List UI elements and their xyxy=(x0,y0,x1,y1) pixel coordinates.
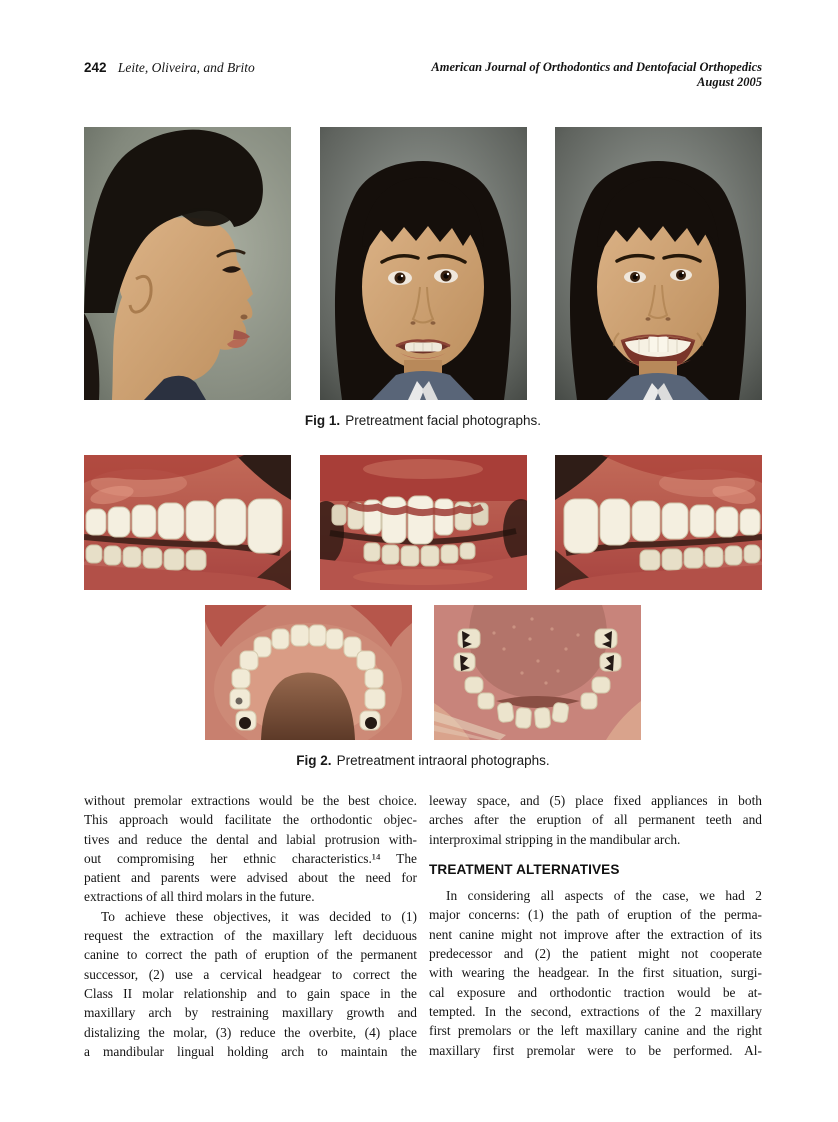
right-column-top xyxy=(429,791,762,849)
figure2-caption-label: Fig 2. xyxy=(296,753,332,768)
figure2-caption-text: Pretreatment intraoral photographs. xyxy=(336,753,550,768)
text-line: out compromising her ethnic characteristics.¹⁴ The xyxy=(84,850,417,866)
text-line: Class II molar relationship and to gain space in the xyxy=(84,985,417,1001)
fig2-photo-right-lateral xyxy=(84,455,291,590)
text-line: tives and reduce the dental and labial protrusion with- xyxy=(84,831,417,847)
fig1-photo-smiling xyxy=(555,127,762,400)
text-line: To achieve these objectives, it was decided to (1) xyxy=(101,908,417,924)
figure-2-top-row xyxy=(84,455,762,590)
fig1-photo-frontal xyxy=(320,127,527,400)
figure2-caption xyxy=(84,753,762,768)
text-line: canine to correct the path of eruption of the permanent xyxy=(84,947,417,963)
running-authors: Leite, Oliveira, and Brito xyxy=(117,60,255,75)
page-header xyxy=(84,60,762,90)
text-line: cal exposure and orthodontic traction would be at- xyxy=(429,984,762,1000)
journal-issue-date: August 2005 xyxy=(697,75,762,89)
right-column xyxy=(429,791,762,1061)
fig2-photo-maxillary-occlusal xyxy=(205,605,412,740)
text-line: a mandibular lingual holding arch to maintain the xyxy=(84,1043,417,1059)
text-line: maxillary arch by restraining maxillary growth and xyxy=(84,1005,417,1021)
text-line: predecessor and (2) the patient might not cooperate xyxy=(429,946,762,962)
journal-title: American Journal of Orthodontics and Dentofacial Orthopedics xyxy=(431,60,762,74)
page-number: 242 xyxy=(84,60,107,75)
fig2-photo-frontal-occlusion xyxy=(320,455,527,590)
text-line: first premolars or the left maxillary canine and the right xyxy=(429,1023,762,1039)
text-line: maxillary first premolar were to be performed. Al- xyxy=(429,1042,762,1058)
figure-1 xyxy=(84,127,762,400)
text-line: successor, (2) use a cervical headgear to correct the xyxy=(84,966,417,982)
text-line: request the extraction of the maxillary left deciduous xyxy=(84,928,417,944)
text-line: In considering all aspects of the case, we had 2 xyxy=(446,888,762,904)
left-column xyxy=(84,791,417,1061)
running-head-left xyxy=(84,60,255,76)
fig2-photo-mandibular-occlusal xyxy=(434,605,641,740)
text-line: arches after the eruption of all permanent teeth and xyxy=(429,812,762,828)
section-heading: TREATMENT ALTERNATIVES xyxy=(429,861,620,877)
figure1-caption-label: Fig 1. xyxy=(304,413,341,428)
text-line: leeway space, and (5) place fixed appliances in both xyxy=(429,793,762,808)
text-line: with wearing the headgear. In the first situation, surgi- xyxy=(429,965,762,981)
figure1-caption-text: Pretreatment facial photographs. xyxy=(345,413,542,428)
fig2-photo-left-lateral xyxy=(555,455,762,590)
smiling-face xyxy=(570,161,746,400)
text-line: nent canine might not improve after the extraction of its xyxy=(429,926,762,942)
text-line: distalizing the molar, (3) reduce the overbite, (4) place xyxy=(84,1024,417,1040)
text-line: patient and parents were advised about the need for xyxy=(84,870,417,886)
text-line: without premolar extractions would be the best choice. xyxy=(84,793,417,808)
fig1-photo-profile xyxy=(84,127,291,400)
text-line: This approach would facilitate the orthodontic objec- xyxy=(84,812,417,828)
figure-2-bottom-row xyxy=(84,605,762,740)
frontal-face xyxy=(334,161,510,400)
right-column-bottom xyxy=(429,886,762,1060)
text-line: tempted. In the second, extractions of the 2 maxillary xyxy=(429,1003,762,1019)
figure1-caption xyxy=(84,413,762,428)
text-line: major concerns: (1) the path of eruption of the perma- xyxy=(429,907,762,923)
text-line: extractions of all third molars in the future. xyxy=(84,889,315,905)
body-text xyxy=(84,791,762,1061)
running-head-right xyxy=(431,60,762,90)
text-line: interproximal stripping in the mandibular arch. xyxy=(429,831,681,847)
